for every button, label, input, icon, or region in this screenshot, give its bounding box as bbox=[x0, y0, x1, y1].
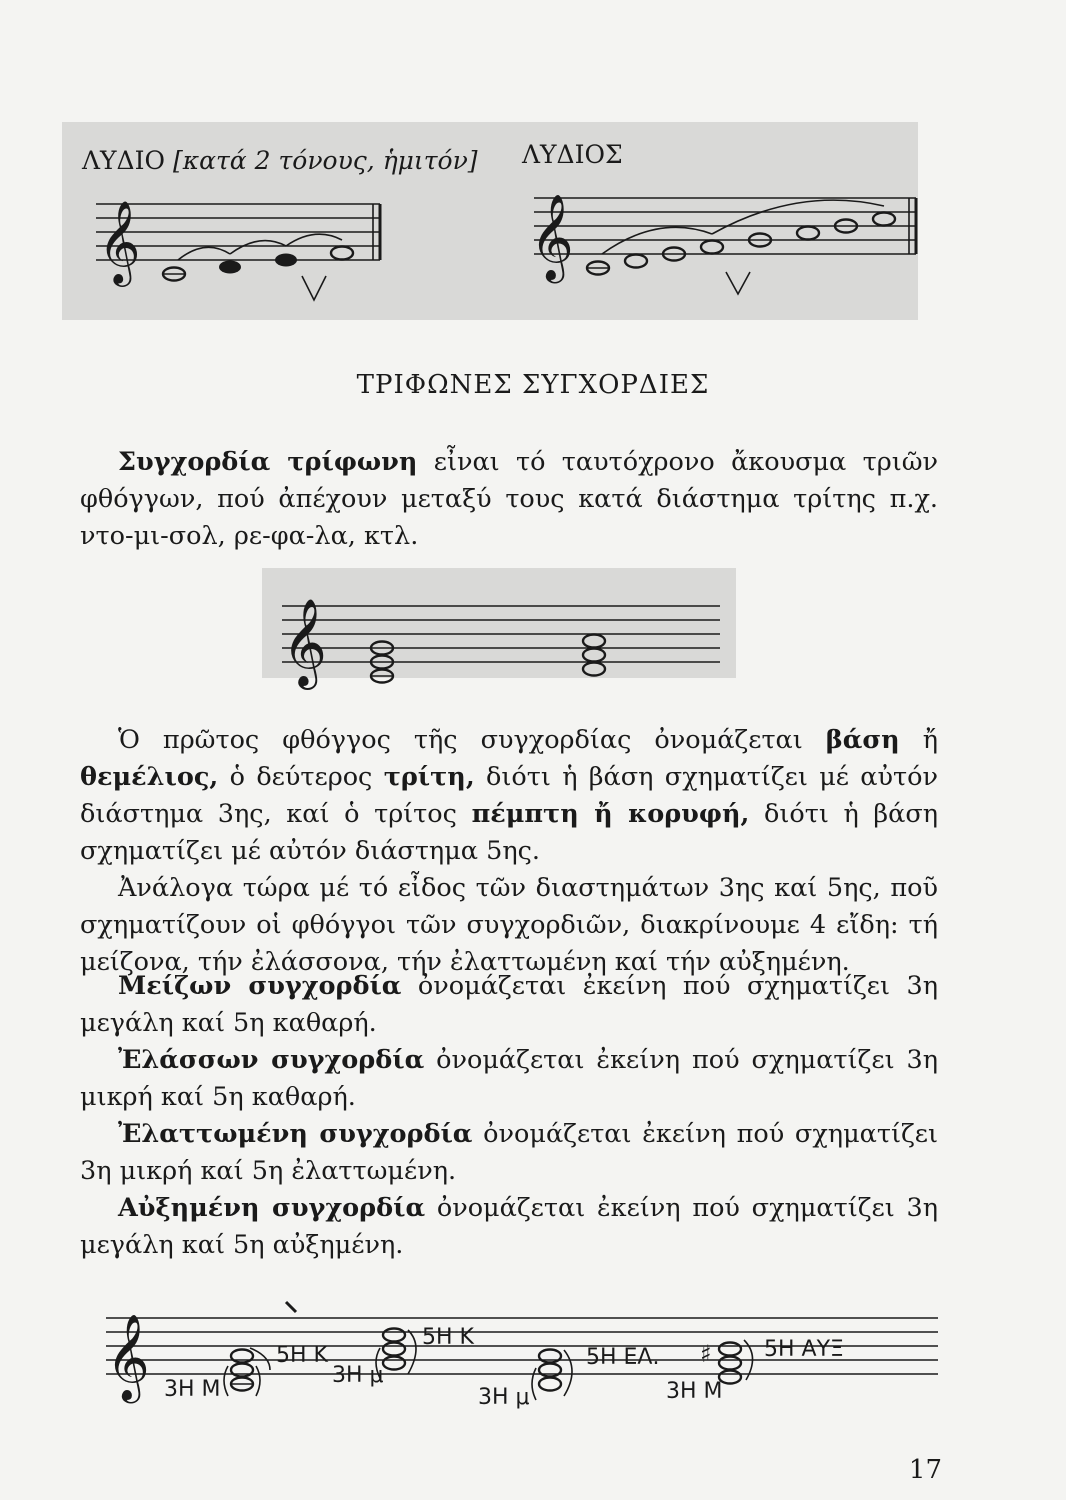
semitone-mark bbox=[302, 276, 326, 300]
note bbox=[383, 1329, 405, 1342]
term-fundamental: θεμέλιος, bbox=[80, 762, 219, 792]
definition-text: ὀνομάζεται ἐκείνη πού σχηματίζει 3η μεγάλη καί 5η αὐξημένη. bbox=[80, 1193, 938, 1260]
third-annotation: 3Η μ bbox=[332, 1363, 384, 1388]
diminished-chord-definition bbox=[80, 1116, 938, 1190]
note bbox=[583, 635, 605, 648]
chord-types-staff bbox=[100, 1300, 950, 1430]
lydian-left-staff bbox=[90, 180, 390, 310]
fifth-annotation: 5Η ΕΛ. bbox=[586, 1345, 660, 1370]
treble-clef-icon: 𝄞 bbox=[106, 1314, 150, 1400]
note bbox=[539, 1378, 561, 1391]
minor-chord-definition bbox=[80, 1042, 938, 1116]
text-run: ἤ bbox=[899, 725, 938, 755]
lydian-left-label bbox=[82, 146, 478, 175]
lydian-right-label: ΛΥΔΙΟΣ bbox=[522, 140, 623, 169]
sharp-icon: ♯ bbox=[700, 1340, 712, 1368]
note bbox=[583, 649, 605, 662]
term-triad: Συγχορδία τρίφωνη bbox=[118, 447, 418, 477]
treble-clef-icon: 𝄞 bbox=[98, 199, 141, 283]
triad-example-staff bbox=[272, 580, 732, 690]
minor-chord bbox=[332, 1325, 475, 1388]
definition-text: εἶναι τό ταυτόχρονο ἄκουσμα τριῶν φθόγγων, πού ἀπέχουν μεταξύ τους κατά διάστημα τρίτης π.χ. ντο-μι-σολ, ρε-φα-λα, κτλ. bbox=[80, 447, 938, 551]
treble-clef-icon: 𝄞 bbox=[530, 194, 574, 280]
definition-text: ὀνομάζεται ἐκείνη πού σχηματίζει 3η μικρή καί 5η ἐλαττωμένη. bbox=[80, 1119, 938, 1186]
text-run: Ὁ πρῶτος φθόγγος τῆς συγχορδίας ὀνομάζεται bbox=[118, 725, 826, 755]
lydian-left-label-main: ΛΥΔΙΟ bbox=[82, 146, 165, 175]
note bbox=[583, 663, 605, 676]
term-major-chord: Μείζων συγχορδία bbox=[118, 971, 402, 1001]
note bbox=[383, 1343, 405, 1356]
term-fifth: πέμπτη ἤ κορυφή, bbox=[471, 799, 750, 829]
third-annotation: 3Η Μ bbox=[164, 1377, 221, 1402]
term-root: βάση bbox=[825, 725, 900, 755]
note bbox=[219, 261, 241, 274]
third-annotation: 3Η μ bbox=[478, 1385, 530, 1410]
term-minor-chord: Ἐλάσσων συγχορδία bbox=[118, 1045, 425, 1075]
augmented-chord-definition bbox=[80, 1190, 938, 1264]
page-number: 17 bbox=[908, 1455, 942, 1485]
note bbox=[275, 254, 297, 267]
treble-clef-icon: 𝄞 bbox=[282, 597, 327, 686]
note bbox=[701, 241, 723, 254]
definition-paragraph bbox=[80, 444, 938, 555]
diminished-chord bbox=[478, 1345, 659, 1410]
note bbox=[625, 255, 647, 268]
note bbox=[797, 227, 819, 240]
fifth-annotation: 5Η Κ bbox=[422, 1325, 474, 1350]
chord-parts-paragraph bbox=[80, 722, 938, 870]
third-annotation: 3Η Μ bbox=[666, 1379, 723, 1404]
definition-text: ὀνομάζεται ἐκείνη πού σχηματίζει 3η μεγάλη καί 5η καθαρή. bbox=[80, 971, 938, 1038]
note bbox=[383, 1357, 405, 1370]
major-chord bbox=[164, 1343, 329, 1402]
augmented-chord bbox=[666, 1337, 844, 1404]
note bbox=[331, 247, 353, 260]
chord-types-paragraph: Ἀνάλογα τώρα μέ τό εἶδος τῶν διαστημάτων 3ης καί 5ης, ποῦ σχηματίζουν οἱ φθόγγοι τῶν συγχορδιῶν, διακρίνουμε 4 εἴδη: τή μείζονα, τήν ἐλάσσονα, τήν ἐλαττωμένη καί τήν αὐξημένη. bbox=[80, 873, 938, 977]
term-third: τρίτη, bbox=[383, 762, 475, 792]
note bbox=[873, 213, 895, 226]
text-run: ὁ δεύτερος bbox=[218, 762, 384, 792]
section-title: ΤΡΙΦΩΝΕΣ ΣΥΓΧΟΡΔΙΕΣ bbox=[356, 370, 710, 400]
text-run: διότι ἡ βάση σχηματίζει μέ αὐτόν διάστημα 3ης, καί ὁ τρίτος bbox=[80, 762, 938, 829]
semitone-mark bbox=[726, 272, 750, 294]
lydian-left-label-note: [κατά 2 τόνους, ἡμιτόν] bbox=[172, 146, 478, 175]
note bbox=[719, 1343, 741, 1356]
major-chord-definition bbox=[80, 968, 938, 1042]
text-run: διότι ἡ βάση σχηματίζει μέ αὐτόν διάστημα 5ης. bbox=[80, 799, 939, 866]
fifth-annotation: 5Η ΑΥΞ bbox=[764, 1337, 844, 1362]
fifth-annotation: 5Η Κ bbox=[276, 1343, 328, 1368]
ink-mark bbox=[286, 1302, 296, 1312]
note bbox=[719, 1357, 741, 1370]
lydian-right-staff bbox=[528, 180, 928, 310]
term-augmented-chord: Αὐξημένη συγχορδία bbox=[118, 1193, 426, 1223]
term-diminished-chord: Ἐλαττωμένη συγχορδία bbox=[118, 1119, 473, 1149]
definition-text: ὀνομάζεται ἐκείνη πού σχηματίζει 3η μικρή καί 5η καθαρή. bbox=[80, 1045, 938, 1112]
